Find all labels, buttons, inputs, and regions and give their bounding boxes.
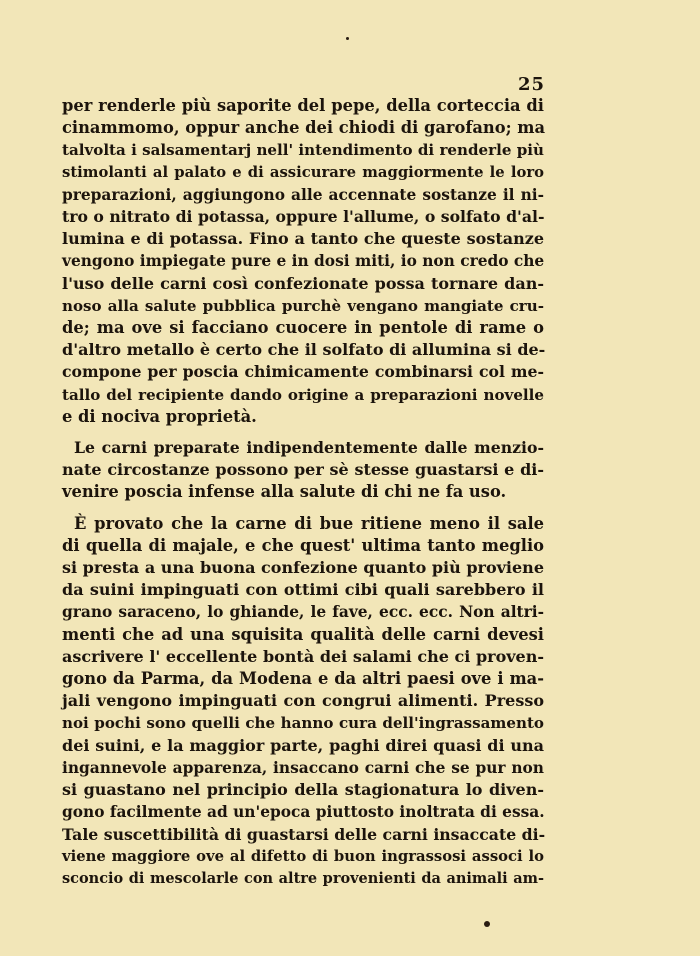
- text-line: di quella di majale, e che quest' ultima tanto meglio: [62, 535, 544, 555]
- text-line: de; ma ove si facciano cuocere in pentole di rame o: [62, 318, 544, 338]
- page-number: 25: [518, 74, 546, 95]
- text-line: talvolta i salsamentarj nell' intendimento di renderle più: [62, 141, 544, 160]
- text-line: nate circostanze possono per sè stesse guastarsi e di-: [62, 460, 544, 480]
- text-line: ingannevole apparenza, insaccano carni che se pur non: [62, 758, 544, 777]
- text-line: gono facilmente ad un'epoca piuttosto inoltrata di essa.: [62, 803, 545, 822]
- text-line: l'uso delle carni così confezionate possa tornare dan-: [62, 273, 544, 293]
- text-line: sconcio di mescolarle con altre provenienti da animali am-: [62, 869, 544, 887]
- body-text: [62, 95, 544, 890]
- text-line: È provato che la carne di bue ritiene meno il sale: [74, 513, 544, 533]
- text-line: gono da Parma, da Modena e da altri paesi ove i ma-: [62, 669, 544, 689]
- text-line: lumina e di potassa. Fino a tanto che queste sostanze: [62, 229, 544, 249]
- text-line: menti che ad una squisita qualità delle carni devesi: [62, 624, 544, 644]
- text-line: vengono impiegate pure e in dosi miti, io non credo che: [62, 252, 545, 271]
- text-line: venire poscia infense alla salute di chi ne fa uso.: [62, 482, 507, 502]
- text-line: dei suini, e la maggior parte, paghi direi quasi di una: [62, 735, 544, 755]
- paragraph-3: [62, 513, 544, 890]
- text-line: d'altro metallo è certo che il solfato di allumina si de-: [62, 340, 546, 360]
- text-line: si guastano nel principio della stagionatura lo diven-: [62, 780, 544, 800]
- paragraph-1: [62, 95, 544, 428]
- text-line: Tale suscettibilità di guastarsi delle carni insaccate di-: [62, 824, 546, 844]
- text-line: grano saraceno, lo ghiande, le fave, ecc. ecc. Non altri-: [62, 603, 544, 622]
- text-line: ascrivere l' eccellente bontà dei salami che ci proven-: [62, 646, 544, 666]
- text-line: per renderle più saporite del pepe, della corteccia di: [62, 96, 544, 115]
- text-line: preparazioni, aggiungono alle accennate sostanze il ni-: [62, 185, 544, 204]
- text-line: stimolanti al palato e di assicurare maggiormente le loro: [62, 163, 544, 181]
- ink-speck: [346, 37, 349, 40]
- text-line: cinammomo, oppur anche dei chiodi di garofano; ma: [62, 118, 546, 138]
- text-line: jali vengono impinguati con congrui alimenti. Presso: [62, 691, 544, 711]
- text-line: e di nociva proprietà.: [62, 406, 257, 426]
- ink-speck: [484, 921, 490, 927]
- text-line: Le carni preparate indipendentemente dalle menzio-: [74, 438, 544, 458]
- text-line: noi pochi sono quelli che hanno cura dell'ingrassamento: [62, 714, 544, 733]
- text-line: tallo del recipiente dando origine a preparazioni novelle: [62, 385, 544, 404]
- text-line: compone per poscia chimicamente combinarsi col me-: [62, 362, 544, 382]
- text-line: noso alla salute pubblica purchè vengano mangiate cru-: [62, 296, 544, 315]
- text-line: da suini impinguati con ottimi cibi quali sarebbero il: [62, 580, 544, 600]
- text-line: si presta a una buona confezione quanto più proviene: [62, 558, 544, 578]
- text-line: tro o nitrato di potassa, oppure l'allume, o solfato d'al-: [62, 207, 545, 227]
- text-line: viene maggiore ove al difetto di buon ingrassosi associ lo: [62, 847, 544, 865]
- paragraph-2: [62, 437, 544, 504]
